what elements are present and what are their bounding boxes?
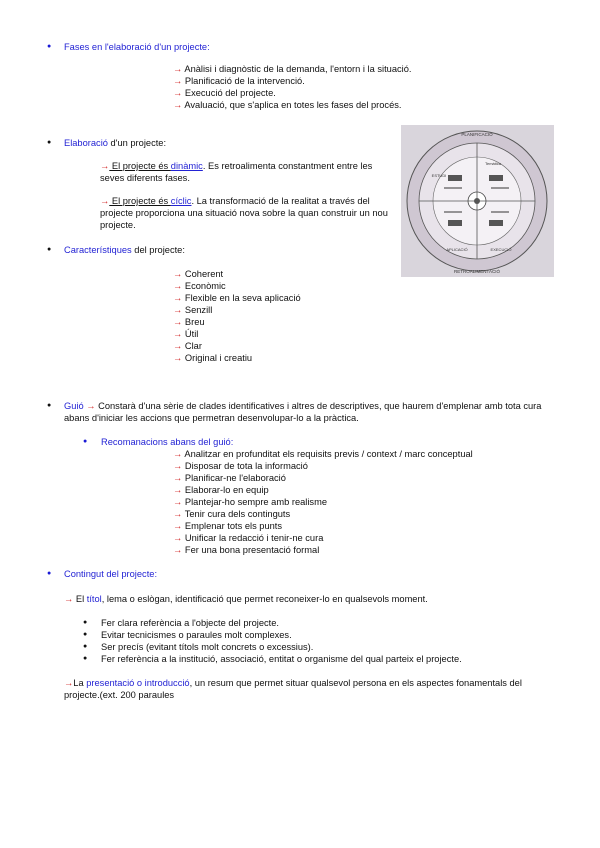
project-cycle-diagram: [401, 125, 554, 277]
guio-subheading: Recomanacions abans del guió:: [101, 437, 234, 447]
list-item: Fer clara referència a l'objecte del projecte.: [101, 618, 279, 628]
list-item: → Clar: [173, 341, 202, 351]
list-item: → Tenir cura dels continguts: [173, 509, 291, 519]
list-item: → Unificar la redacció i tenir-ne cura: [173, 533, 324, 543]
list-item: → Analitzar en profunditat els requisits previs / context / marc conceptual: [173, 449, 473, 459]
list-item: → Flexible en la seva aplicació: [173, 293, 301, 303]
list-item: → Avaluació, que s'aplica en totes les fases del procés.: [173, 100, 402, 110]
bullet: ●: [47, 139, 52, 146]
list-item: → Execució del projecte.: [173, 88, 276, 98]
list-item: Ser precís (evitant títols molt concrets o excessius).: [101, 642, 314, 652]
list-item: → Planificació de la intervenció.: [173, 76, 305, 86]
elaboracio-dinamic: → El projecte és dinàmic. Es retroalimenta constantment entre les seves diferents fases.: [100, 161, 373, 183]
contingut-heading: Contingut del projecte:: [64, 569, 158, 579]
svg-text:EXECUCIÓ: EXECUCIÓ: [490, 247, 512, 252]
fases-list: [173, 63, 411, 111]
svg-text:Temàtica: Temàtica: [484, 161, 502, 166]
bullet: ●: [83, 655, 88, 662]
caracteristiques-list: [173, 268, 301, 364]
list-item: → Fer una bona presentació formal: [173, 545, 320, 555]
svg-text:PLANIFICACIÓ: PLANIFICACIÓ: [461, 132, 493, 137]
titol-line: → El títol, lema o eslògan, identificació que permet reconeixer-lo en qualsevols moment.: [64, 594, 428, 604]
svg-text:APLICACIÓ: APLICACIÓ: [446, 247, 468, 252]
svg-text:RETROALIMENTACIÓ: RETROALIMENTACIÓ: [454, 269, 500, 274]
presentacio-paragraph: →La presentació o introducció, un resum que permet situar qualsevol persona en els aspectes fonamentals del projecte.(ext. 200 paraules: [64, 678, 522, 700]
list-item: → Útil: [173, 329, 199, 339]
list-item: → Original i creatiu: [173, 353, 253, 363]
bullet: ●: [47, 43, 52, 50]
bullet: ●: [83, 438, 88, 445]
bullet: ●: [47, 402, 52, 409]
guio-paragraph: Guió → Constarà d'una sèrie de clades identificatives i altres de descriptives, que haurem d'emplenar amb tota cura abans d'iniciar les accions que permetran desenvolupar-lo a la pràctica.: [64, 401, 542, 423]
guio-list: [173, 448, 473, 556]
list-item: → Plantejar-ho sempre amb realisme: [173, 497, 327, 507]
fases-heading: Fases en l'elaboració d'un projecte:: [64, 42, 210, 52]
elaboracio-heading: Elaboració d'un projecte:: [64, 138, 167, 148]
list-item: → Disposar de tota la informació: [173, 461, 308, 471]
list-item: → Elaborar-lo en equip: [173, 485, 269, 495]
list-item: Fer referència a la institució, associació, entitat o organisme del qual parteix el projecte.: [101, 654, 462, 664]
list-item: → Econòmic: [173, 281, 226, 291]
list-item: → Breu: [173, 317, 205, 327]
bullet: ●: [47, 570, 52, 577]
elaboracio-ciclic: → El projecte és cíclic. La transformació de la realitat a través del projecte proporciona una situació nova sobre la quan construir un nou projecte.: [100, 196, 388, 230]
caracteristiques-heading: Característiques del projecte:: [64, 245, 185, 255]
bullet: ●: [83, 643, 88, 650]
list-item: → Coherent: [173, 269, 224, 279]
list-item: → Emplenar tots els punts: [173, 521, 283, 531]
list-item: Evitar tecnicismes o paraules molt complexes.: [101, 630, 292, 640]
cycle-diagram-svg: [401, 125, 554, 277]
list-item: → Senzill: [173, 305, 213, 315]
list-item: → Planificar-ne l'elaboració: [173, 473, 286, 483]
bullet: ●: [83, 631, 88, 638]
bullet: ●: [83, 619, 88, 626]
svg-text:ESTUDI: ESTUDI: [431, 173, 447, 178]
list-item: → Anàlisi i diagnòstic de la demanda, l'entorn i la situació.: [173, 64, 412, 74]
bullet: ●: [47, 246, 52, 253]
